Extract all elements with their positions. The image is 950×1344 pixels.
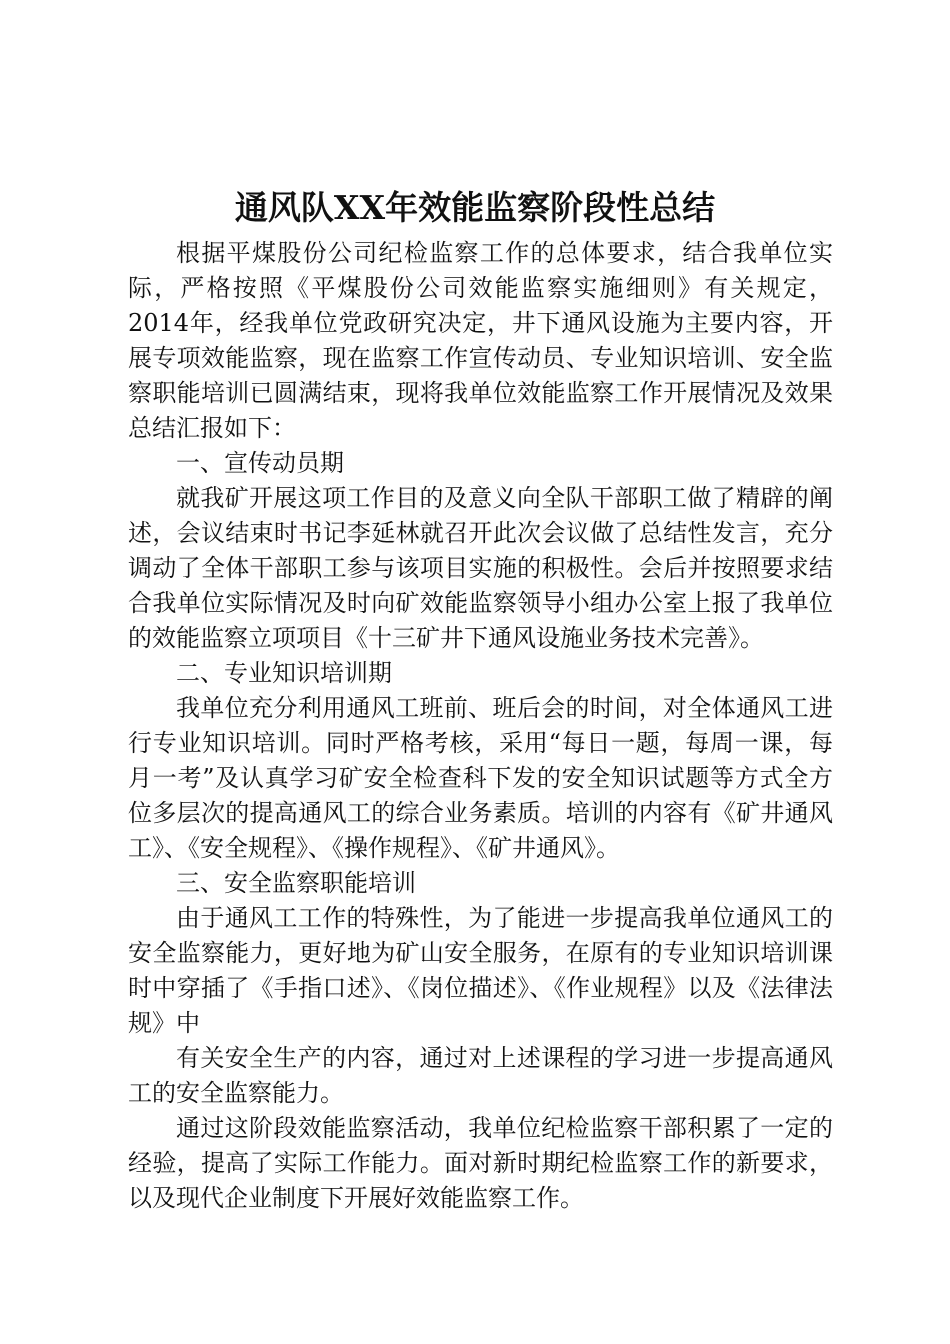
section-heading-1: 一、宣传动员期 <box>176 449 344 477</box>
paragraph-section-3-continued: 有关安全生产的内容，通过对上述课程的学习进一步提高通风工的安全监察能力。 <box>128 1044 833 1107</box>
paragraph-intro: 根据平煤股份公司纪检监察工作的总体要求，结合我单位实际，严格按照《平煤股份公司效能监察实施细则》有关规定，2014年，经我单位党政研究决定，井下通风设施为主要内容，开展专项效能监察，现在监察工作宣传动员、专业知识培训、安全监察职能培训已圆满结束，现将我单位效能监察工作开展情况及效果总结汇报如下： <box>128 239 833 442</box>
section-heading-3: 三、安全监察职能培训 <box>176 869 416 897</box>
document-body <box>128 236 833 1216</box>
paragraph-conclusion: 通过这阶段效能监察活动，我单位纪检监察干部积累了一定的经验，提高了实际工作能力。面对新时期纪检监察工作的新要求，以及现代企业制度下开展好效能监察工作。 <box>128 1114 833 1212</box>
paragraph-section-2: 我单位充分利用通风工班前、班后会的时间，对全体通风工进行专业知识培训。同时严格考核，采用“每日一题，每周一课，每月一考”及认真学习矿安全检查科下发的安全知识试题等方式全方位多层次的提高通风工的综合业务素质。培训的内容有《矿井通风工》、《安全规程》、《操作规程》、《矿井通风》。 <box>128 694 833 862</box>
document-title: 通风队XX年效能监察阶段性总结 <box>234 188 716 227</box>
paragraph-section-1: 就我矿开展这项工作目的及意义向全队干部职工做了精辟的阐述，会议结束时书记李延林就召开此次会议做了总结性发言，充分调动了全体干部职工参与该项目实施的积极性。会后并按照要求结合我单位实际情况及时向矿效能监察领导小组办公室上报了我单位的效能监察立项项目《十三矿井下通风设施业务技术完善》。 <box>128 484 833 652</box>
section-heading-2: 二、专业知识培训期 <box>176 659 392 687</box>
paragraph-section-3: 由于通风工工作的特殊性，为了能进一步提高我单位通风工的安全监察能力，更好地为矿山安全服务，在原有的专业知识培训课时中穿插了《手指口述》、《岗位描述》、《作业规程》以及《法律法规》中 <box>128 904 833 1037</box>
